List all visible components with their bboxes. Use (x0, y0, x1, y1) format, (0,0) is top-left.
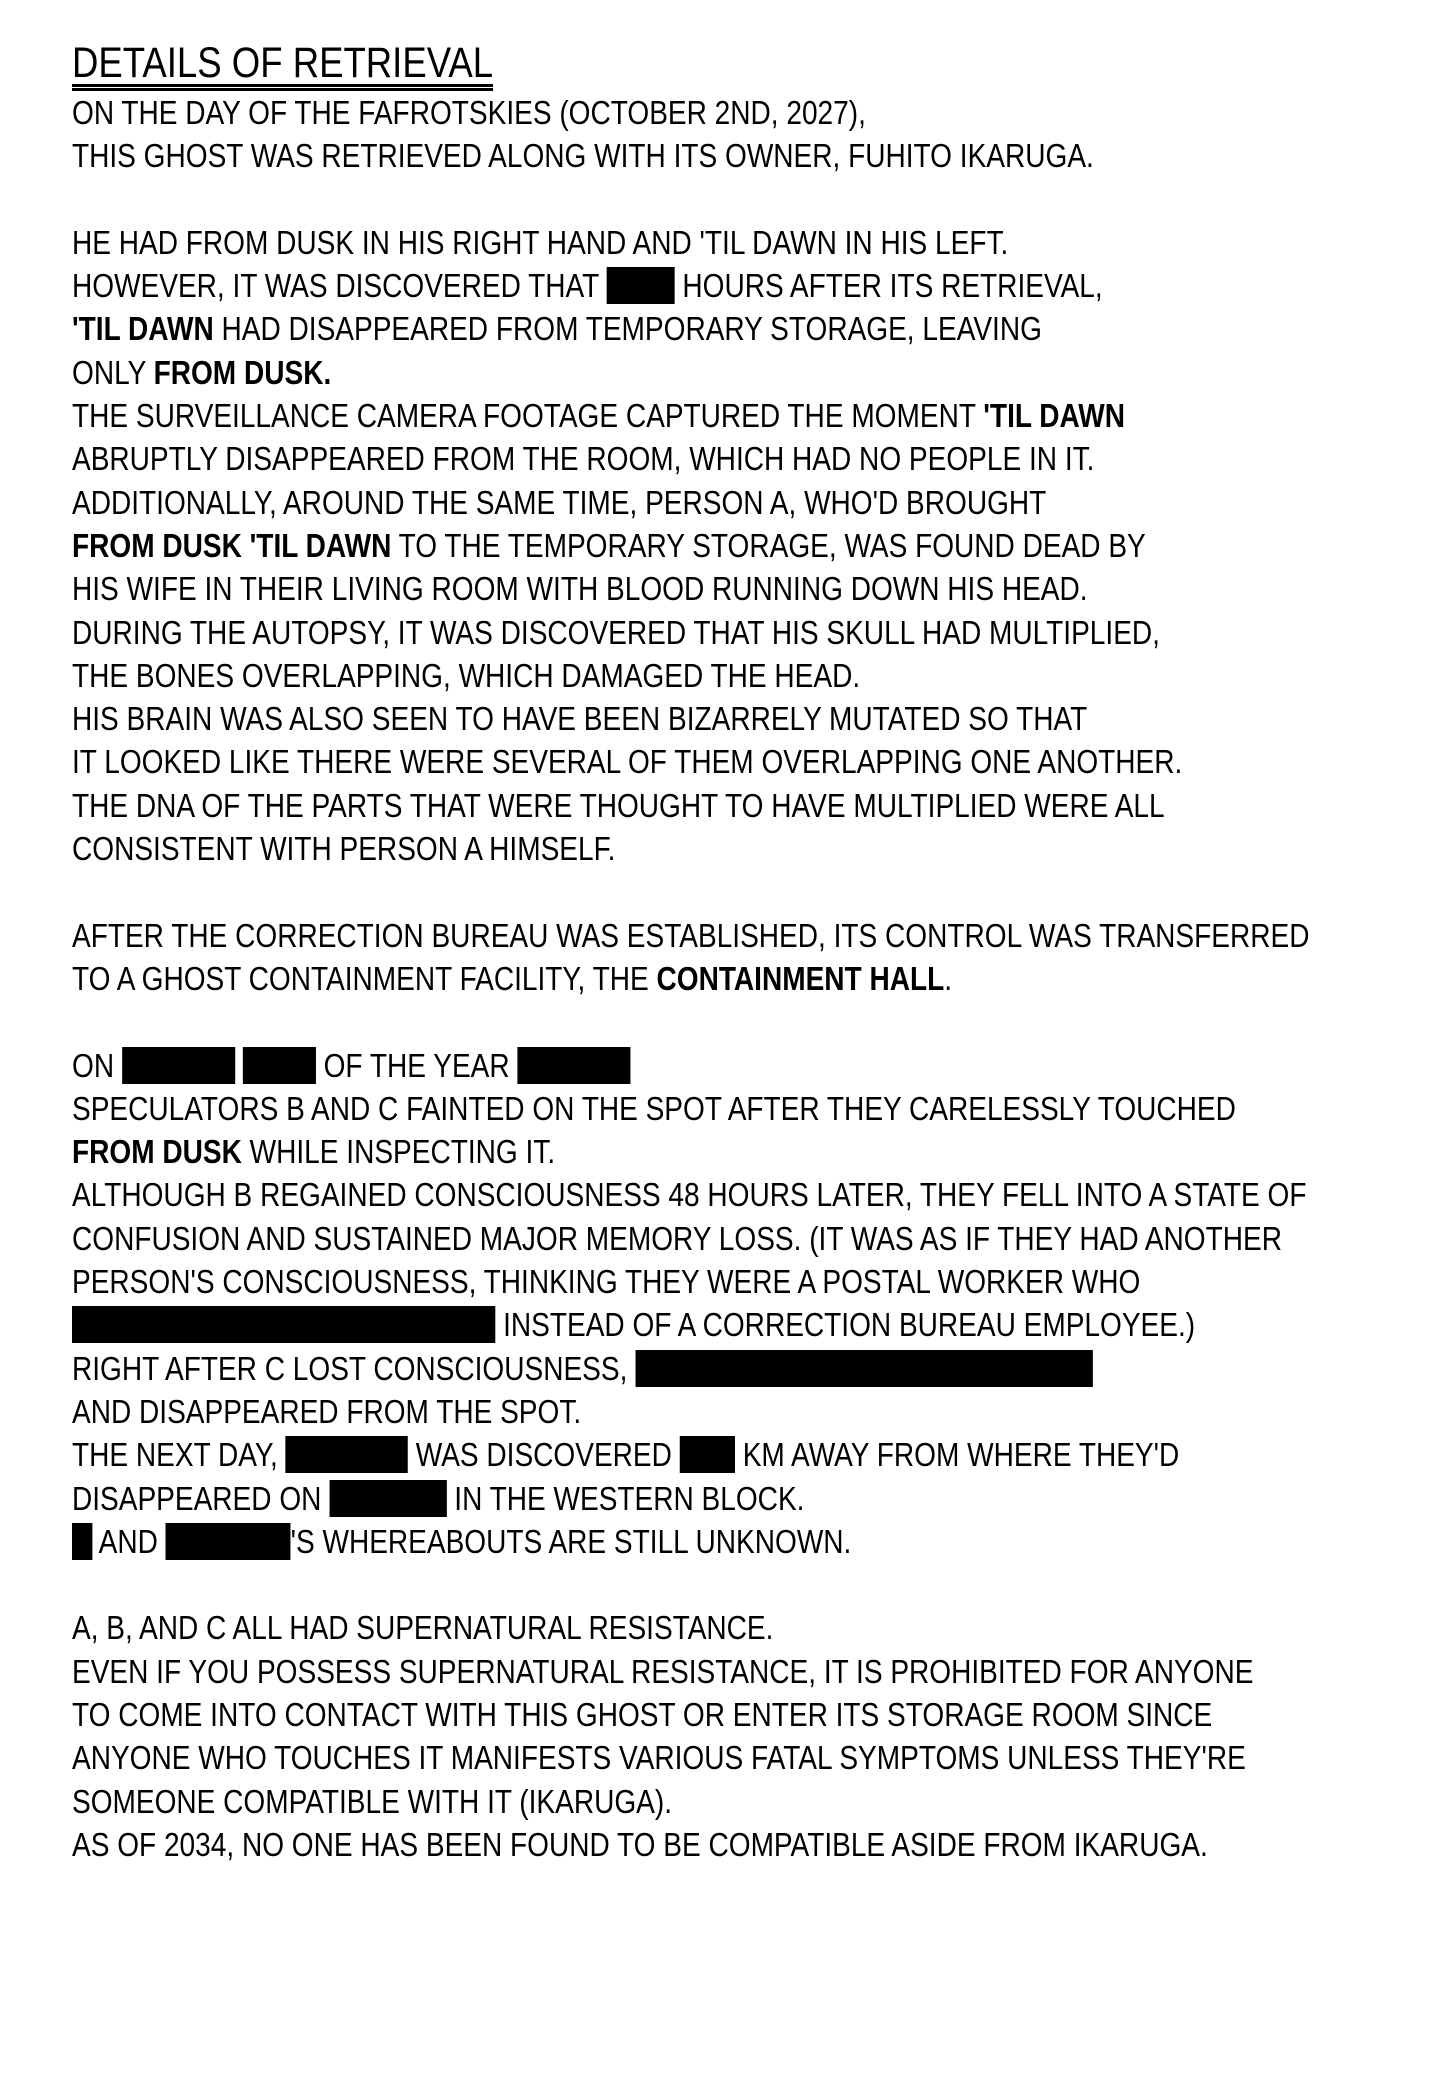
document-text: ANYONE WHO TOUCHES IT MANIFESTS VARIOUS FATAL SYMPTOMS UNLESS THEY'RE (72, 1739, 1246, 1777)
redaction-bar (72, 1306, 495, 1343)
document-text: ALTHOUGH B REGAINED CONSCIOUSNESS 48 HOURS LATER, THEY FELL INTO A STATE OF (72, 1176, 1307, 1214)
document-text: THE NEXT DAY, (72, 1436, 286, 1474)
document-line (72, 1477, 1438, 1520)
document-text: DISAPPEARED ON (72, 1479, 330, 1517)
document-line (72, 1217, 1438, 1260)
document-text (235, 1047, 243, 1084)
page-title (72, 0, 1438, 85)
document-text: HIS WIFE IN THEIR LIVING ROOM WITH BLOOD RUNNING DOWN HIS HEAD. (72, 570, 1088, 608)
document-text: WAS DISCOVERED (407, 1436, 680, 1474)
document-text: CONFUSION AND SUSTAINED MAJOR MEMORY LOSS. (IT WAS AS IF THEY HAD ANOTHER (72, 1219, 1282, 1257)
document-line (72, 1693, 1438, 1736)
document-line (72, 1736, 1438, 1779)
document-line (72, 567, 1438, 610)
document-text-bold: 'TIL DAWN (983, 397, 1125, 435)
document-line (72, 307, 1438, 350)
document-line (72, 697, 1438, 740)
document-line (72, 1650, 1438, 1693)
document-text: PERSON'S CONSCIOUSNESS, THINKING THEY WERE A POSTAL WORKER WHO (72, 1263, 1141, 1301)
document-line (72, 1390, 1438, 1433)
document-line (72, 1780, 1438, 1823)
document-text: HOWEVER, IT WAS DISCOVERED THAT (72, 267, 607, 305)
redaction-bar (607, 267, 675, 304)
document-text: THIS GHOST WAS RETRIEVED ALONG WITH ITS OWNER, FUHITO IKARUGA. (72, 137, 1094, 175)
document-line (72, 481, 1438, 524)
document-line (72, 1347, 1438, 1390)
document-line (72, 827, 1438, 870)
document-text: SOMEONE COMPATIBLE WITH IT (IKARUGA). (72, 1782, 673, 1820)
document-line (72, 1823, 1438, 1866)
blank-line (72, 1563, 1438, 1606)
document-line (72, 524, 1438, 567)
document-text: RIGHT AFTER C LOST CONSCIOUSNESS, (72, 1349, 636, 1387)
document-text: WHILE INSPECTING IT. (241, 1133, 556, 1171)
redaction-bar (122, 1047, 235, 1084)
redaction-bar (517, 1047, 630, 1084)
document-text: CONSISTENT WITH PERSON A HIMSELF. (72, 830, 616, 868)
document-line (72, 1606, 1438, 1649)
document-line (72, 957, 1438, 1000)
document-line (72, 1173, 1438, 1216)
document-line (72, 437, 1438, 480)
document-text: KM AWAY FROM WHERE THEY'D (734, 1436, 1180, 1474)
document-text: IN THE WESTERN BLOCK. (446, 1479, 805, 1517)
document-text: 'S WHEREABOUTS ARE STILL UNKNOWN. (290, 1522, 852, 1560)
document-text: ONLY (72, 353, 154, 391)
document-line (72, 264, 1438, 307)
document-line (72, 1520, 1438, 1563)
document-text: HE HAD FROM DUSK IN HIS RIGHT HAND AND 'TIL DAWN IN HIS LEFT. (72, 223, 1009, 261)
document-text-bold: FROM DUSK. (153, 353, 332, 391)
document-line (72, 221, 1438, 264)
document-text: HIS BRAIN WAS ALSO SEEN TO HAVE BEEN BIZARRELY MUTATED SO THAT (72, 700, 1088, 738)
document-text: TO COME INTO CONTACT WITH THIS GHOST OR ENTER ITS STORAGE ROOM SINCE (72, 1695, 1213, 1733)
document-body (72, 91, 1438, 1866)
document-text: THE DNA OF THE PARTS THAT WERE THOUGHT TO HAVE MULTIPLIED WERE ALL (72, 786, 1165, 824)
document-line (72, 394, 1438, 437)
document-text: DURING THE AUTOPSY, IT WAS DISCOVERED THAT HIS SKULL HAD MULTIPLIED, (72, 613, 1160, 651)
document-line (72, 740, 1438, 783)
redaction-bar (72, 1523, 92, 1560)
document-text: EVEN IF YOU POSSESS SUPERNATURAL RESISTANCE, IT IS PROHIBITED FOR ANYONE (72, 1652, 1254, 1690)
document-line (72, 91, 1438, 134)
redaction-bar (286, 1436, 408, 1473)
document-text-bold: 'TIL DAWN (72, 310, 214, 348)
document-line (72, 1433, 1438, 1476)
document-line (72, 1130, 1438, 1173)
document-text: THE BONES OVERLAPPING, WHICH DAMAGED THE HEAD. (72, 656, 861, 694)
document-line (72, 351, 1438, 394)
document-line (72, 654, 1438, 697)
document-line (72, 134, 1438, 177)
document-line (72, 784, 1438, 827)
document-line (72, 1303, 1438, 1346)
document-text-bold: FROM DUSK (72, 1133, 242, 1171)
document-text: OF THE YEAR (315, 1046, 518, 1084)
document-text: AS OF 2034, NO ONE HAS BEEN FOUND TO BE COMPATIBLE ASIDE FROM IKARUGA. (72, 1825, 1208, 1863)
document-text: INSTEAD OF A CORRECTION BUREAU EMPLOYEE.) (495, 1306, 1196, 1344)
document-content (72, 0, 1438, 1866)
document-text: SPECULATORS B AND C FAINTED ON THE SPOT AFTER THEY CARELESSLY TOUCHED (72, 1089, 1236, 1127)
document-text: AFTER THE CORRECTION BUREAU WAS ESTABLISHED, ITS CONTROL WAS TRANSFERRED (72, 916, 1310, 954)
document-line (72, 1087, 1438, 1130)
redaction-bar (329, 1480, 446, 1517)
document-text: ON (72, 1046, 122, 1084)
document-line (72, 914, 1438, 957)
redaction-bar (243, 1047, 316, 1084)
document-text: A, B, AND C ALL HAD SUPERNATURAL RESISTANCE. (72, 1609, 774, 1647)
document-text: TO A GHOST CONTAINMENT FACILITY, THE (72, 959, 657, 997)
page-title-text: DETAILS OF RETRIEVAL (72, 39, 494, 87)
document-text: ADDITIONALLY, AROUND THE SAME TIME, PERSON A, WHO'D BROUGHT (72, 483, 1047, 521)
document-text: TO THE TEMPORARY STORAGE, WAS FOUND DEAD BY (391, 526, 1146, 564)
document-text: ABRUPTLY DISAPPEARED FROM THE ROOM, WHICH HAD NO PEOPLE IN IT. (72, 440, 1095, 478)
document-text: . (944, 959, 953, 997)
blank-line (72, 1000, 1438, 1043)
blank-line (72, 870, 1438, 913)
blank-line (72, 178, 1438, 221)
document-text-bold: CONTAINMENT HALL (656, 959, 945, 997)
redaction-bar (635, 1350, 1092, 1387)
document-text: THE SURVEILLANCE CAMERA FOOTAGE CAPTURED THE MOMENT (72, 397, 984, 435)
document-line (72, 611, 1438, 654)
redaction-bar (680, 1436, 735, 1473)
document-line (72, 1260, 1438, 1303)
document-text: HAD DISAPPEARED FROM TEMPORARY STORAGE, LEAVING (213, 310, 1042, 348)
document-text: IT LOOKED LIKE THERE WERE SEVERAL OF THEM OVERLAPPING ONE ANOTHER. (72, 743, 1183, 781)
document-text: AND (92, 1522, 166, 1560)
document-text: HOURS AFTER ITS RETRIEVAL, (674, 267, 1103, 305)
document-text: AND DISAPPEARED FROM THE SPOT. (72, 1392, 582, 1430)
document-text-bold: FROM DUSK 'TIL DAWN (72, 526, 392, 564)
document-text: ON THE DAY OF THE FAFROTSKIES (OCTOBER 2ND, 2027), (72, 94, 866, 131)
document-line (72, 1044, 1438, 1087)
redaction-bar (166, 1523, 291, 1560)
